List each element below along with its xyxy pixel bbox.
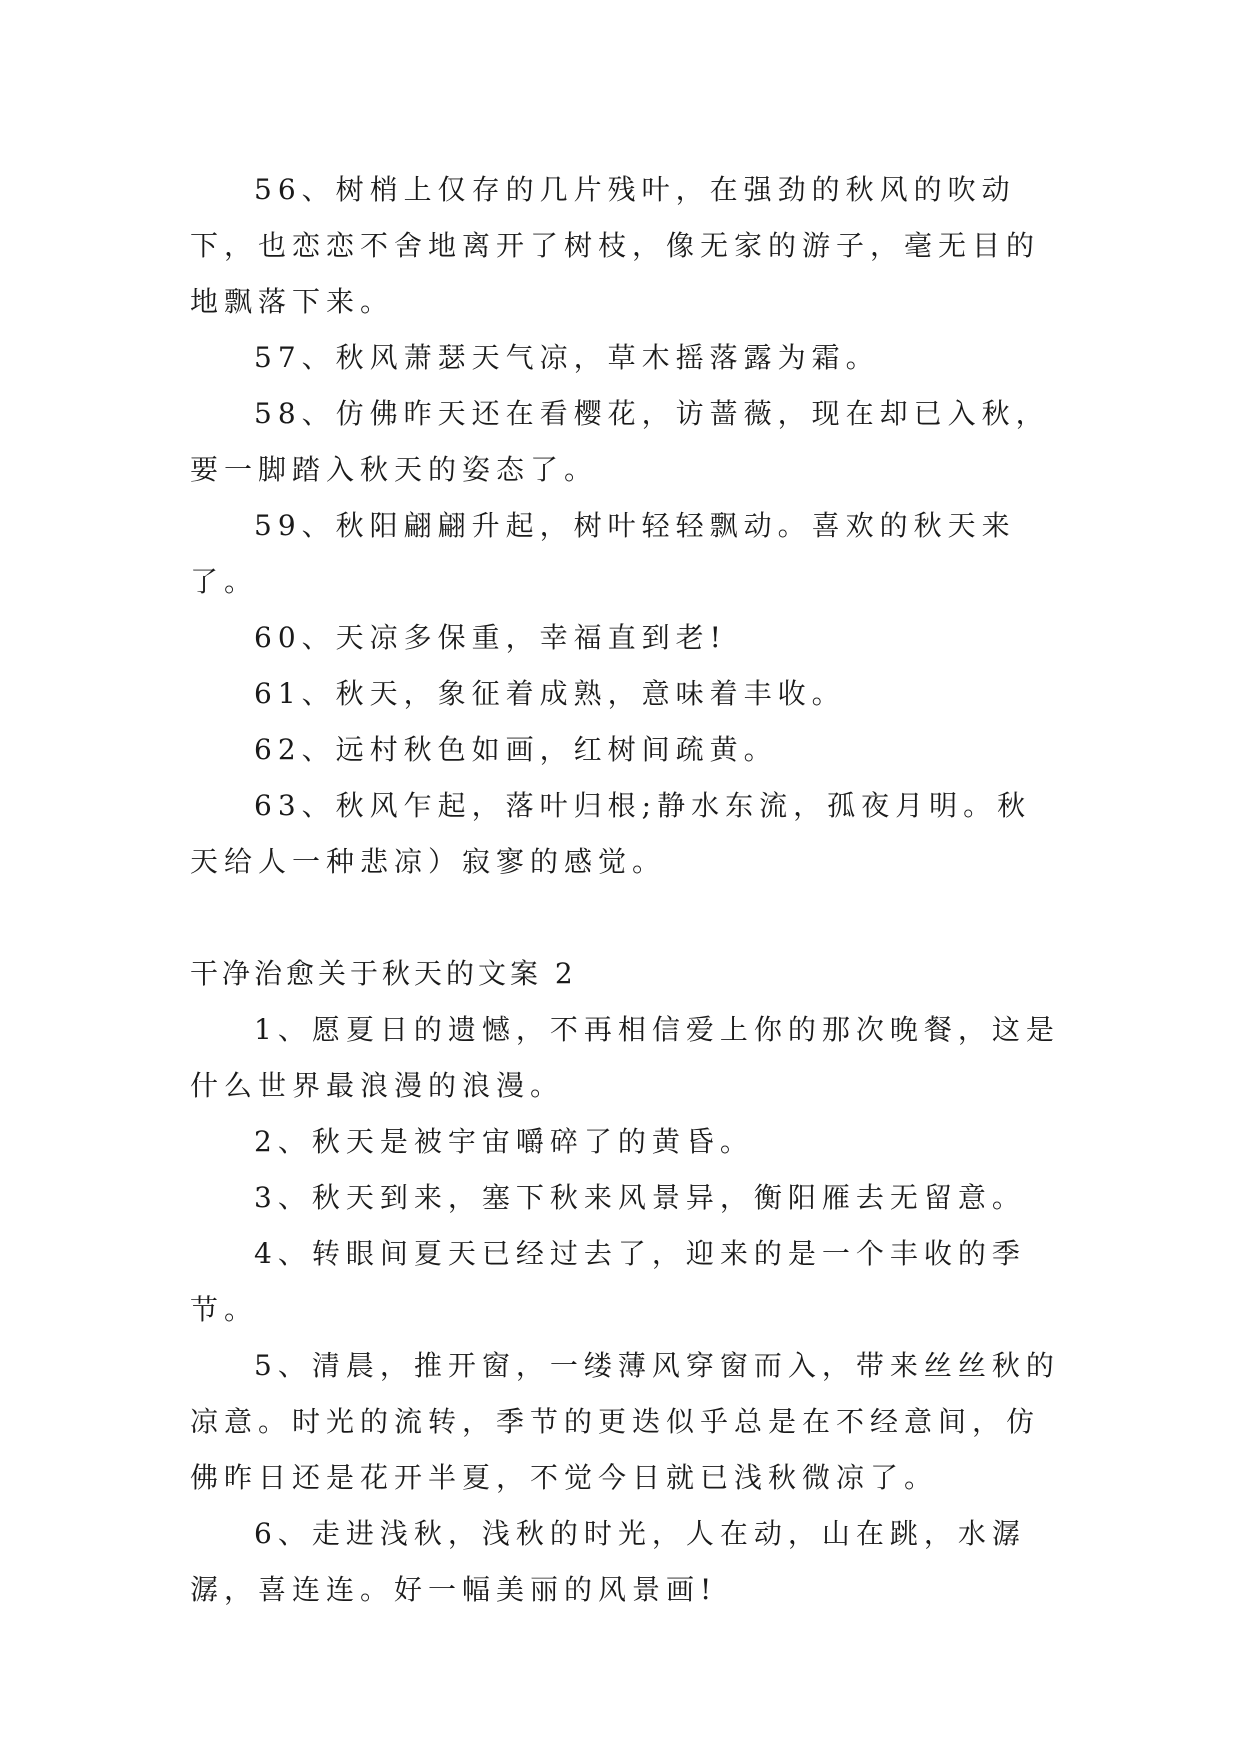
list-item: 62、远村秋色如画，红树间疏黄。 — [254, 733, 778, 766]
list-item: 60、天凉多保重，幸福直到老! — [254, 621, 727, 654]
list-item: 3、秋天到来，塞下秋来风景异，衡阳雁去无留意。 — [254, 1181, 1026, 1214]
list-item: 4、转眼间夏天已经过去了，迎来的是一个丰收的季节。 — [190, 1237, 1026, 1326]
list-item: 57、秋风萧瑟天气凉，草木摇落露为霜。 — [254, 341, 880, 374]
list-item: 1、愿夏日的遗憾，不再相信爱上你的那次晚餐，这是什么世界最浪漫的浪漫。 — [190, 1013, 1060, 1102]
list-item: 61、秋天，象征着成熟，意味着丰收。 — [254, 677, 846, 710]
list-item: 2、秋天是被宇宙嚼碎了的黄昏。 — [254, 1125, 754, 1158]
document-body — [190, 162, 1062, 1618]
list-item: 6、走进浅秋，浅秋的时光，人在动，山在跳，水潺潺，喜连连。好一幅美丽的风景画! — [190, 1517, 1026, 1606]
list-item: 56、树梢上仅存的几片残叶，在强劲的秋风的吹动下，也恋恋不舍地离开了树枝，像无家的游子，毫无目的地飘落下来。 — [190, 173, 1041, 318]
list-item: 59、秋阳翩翩升起，树叶轻轻飘动。喜欢的秋天来了。 — [190, 509, 1016, 598]
list-item: 63、秋风乍起，落叶归根;静水东流，孤夜月明。秋天给人一种悲凉）寂寥的感觉。 — [190, 789, 1032, 878]
list-item: 5、清晨，推开窗，一缕薄风穿窗而入，带来丝丝秋的凉意。时光的流转，季节的更迭似乎总是在不经意间，仿佛昨日还是花开半夏，不觉今日就已浅秋微凉了。 — [190, 1349, 1060, 1494]
list-item: 58、仿佛昨天还在看樱花，访蔷薇，现在却已入秋，要一脚踏入秋天的姿态了。 — [190, 397, 1050, 486]
section-heading: 干净治愈关于秋天的文案 2 — [190, 957, 577, 990]
